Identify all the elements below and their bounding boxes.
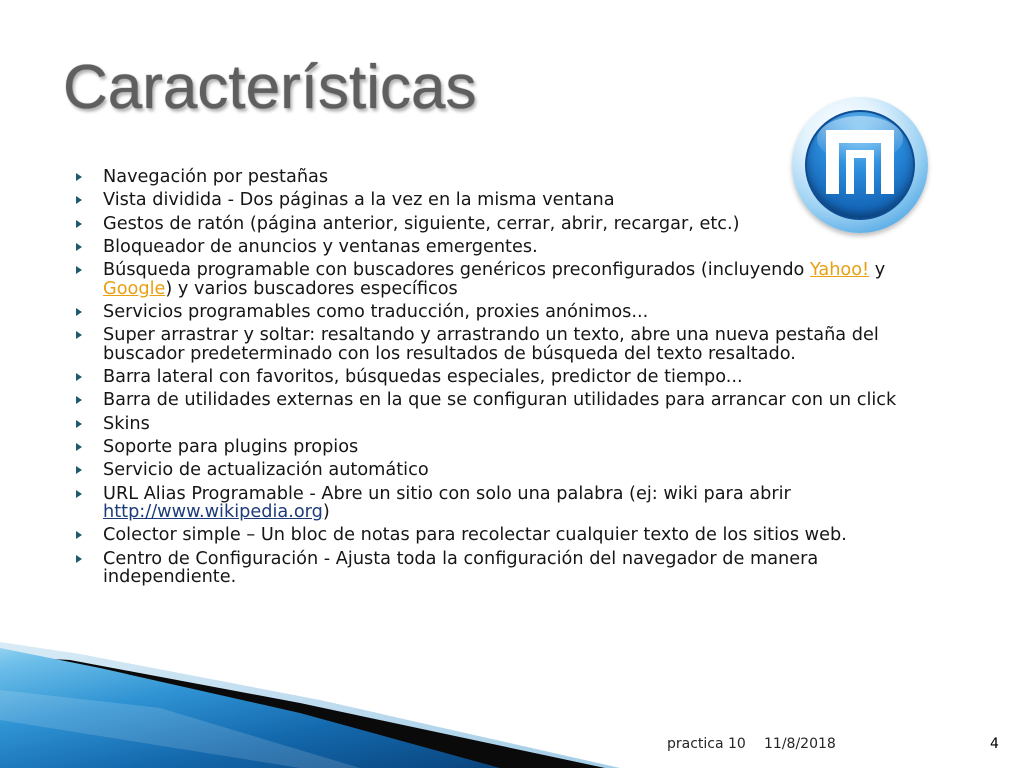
bullet-text: URL Alias Programable - Abre un sitio con solo una palabra (ej: wiki para abrir — [103, 483, 791, 504]
swoosh-blue-wave — [0, 620, 640, 768]
bullet-item — [103, 438, 913, 457]
bullet-triangle-icon — [76, 466, 82, 474]
bullet-item — [103, 238, 913, 257]
bullet-text: Barra lateral con favoritos, búsquedas especiales, predictor de tiempo... — [103, 367, 743, 388]
bullet-text: Barra de utilidades externas en la que se configuran utilidades para arrancar con un click — [103, 390, 897, 411]
bullet-item — [103, 168, 913, 187]
bullet-text: Bloqueador de anuncios y ventanas emergentes. — [103, 236, 538, 257]
bullet-triangle-icon — [76, 443, 82, 451]
bullet-text: Navegación por pestañas — [103, 167, 329, 187]
bullet-item — [103, 550, 913, 587]
bullet-triangle-icon — [76, 266, 82, 274]
bullet-item — [103, 261, 913, 298]
bullet-triangle-icon — [76, 531, 82, 539]
bullet-item — [103, 526, 913, 545]
bullet-text: ) — [322, 502, 330, 523]
bullet-text: Colector simple – Un bloc de notas para recolectar cualquier texto de los sitios web. — [103, 525, 847, 546]
link-yahoo[interactable]: Yahoo! — [810, 260, 870, 281]
slide-number: 4 — [990, 736, 999, 752]
bullet-item — [103, 461, 913, 480]
bullet-item — [103, 191, 913, 210]
bullet-text: Servicio de actualización automático — [103, 460, 429, 481]
decorative-swoosh — [0, 620, 640, 768]
bullet-item — [103, 326, 913, 363]
bullet-item — [103, 303, 913, 322]
bullet-triangle-icon — [76, 331, 82, 339]
bullet-triangle-icon — [76, 396, 82, 404]
slide-title: Características — [63, 53, 477, 122]
bullet-text: ) y varios buscadores específicos — [165, 278, 458, 299]
bullet-triangle-icon — [76, 490, 82, 498]
bullet-text: Super arrastrar y soltar: resaltando y arrastrando un texto, abre una nueva pestaña del buscador predeterminado con los resultados de búsqueda del texto resaltado. — [103, 325, 879, 364]
bullet-text: Búsqueda programable con buscadores genéricos preconfigurados (incluyendo — [103, 260, 810, 281]
bullet-triangle-icon — [76, 555, 82, 563]
bullet-text: Soporte para plugins propios — [103, 436, 359, 457]
bullet-triangle-icon — [76, 308, 82, 316]
bullet-item — [103, 485, 913, 522]
bullet-text: Vista dividida - Dos páginas a la vez en la misma ventana — [103, 190, 615, 211]
bullet-text: Centro de Configuración - Ajusta toda la configuración del navegador de manera independiente. — [103, 548, 819, 588]
bullet-text: y — [869, 260, 886, 281]
bullet-list — [103, 168, 913, 591]
bullet-text: Gestos de ratón (página anterior, siguiente, cerrar, abrir, recargar, etc.) — [103, 213, 740, 234]
footer-date: 11/8/2018 — [764, 736, 836, 752]
link-google[interactable]: Google — [103, 278, 166, 299]
bullet-triangle-icon — [76, 173, 82, 181]
bullet-item — [103, 215, 913, 234]
bullet-triangle-icon — [76, 420, 82, 428]
bullet-triangle-icon — [76, 243, 82, 251]
bullet-triangle-icon — [76, 373, 82, 381]
bullet-triangle-icon — [76, 220, 82, 228]
bullet-item — [103, 391, 913, 410]
bullet-triangle-icon — [76, 196, 82, 204]
footer-text: practica 10 — [667, 736, 746, 752]
bullet-item — [103, 415, 913, 434]
link-wikipedia[interactable]: http://www.wikipedia.org — [103, 502, 323, 523]
bullet-text: Skins — [103, 413, 150, 434]
bullet-text: Servicios programables como traducción, proxies anónimos... — [103, 301, 649, 322]
bullet-item — [103, 368, 913, 387]
